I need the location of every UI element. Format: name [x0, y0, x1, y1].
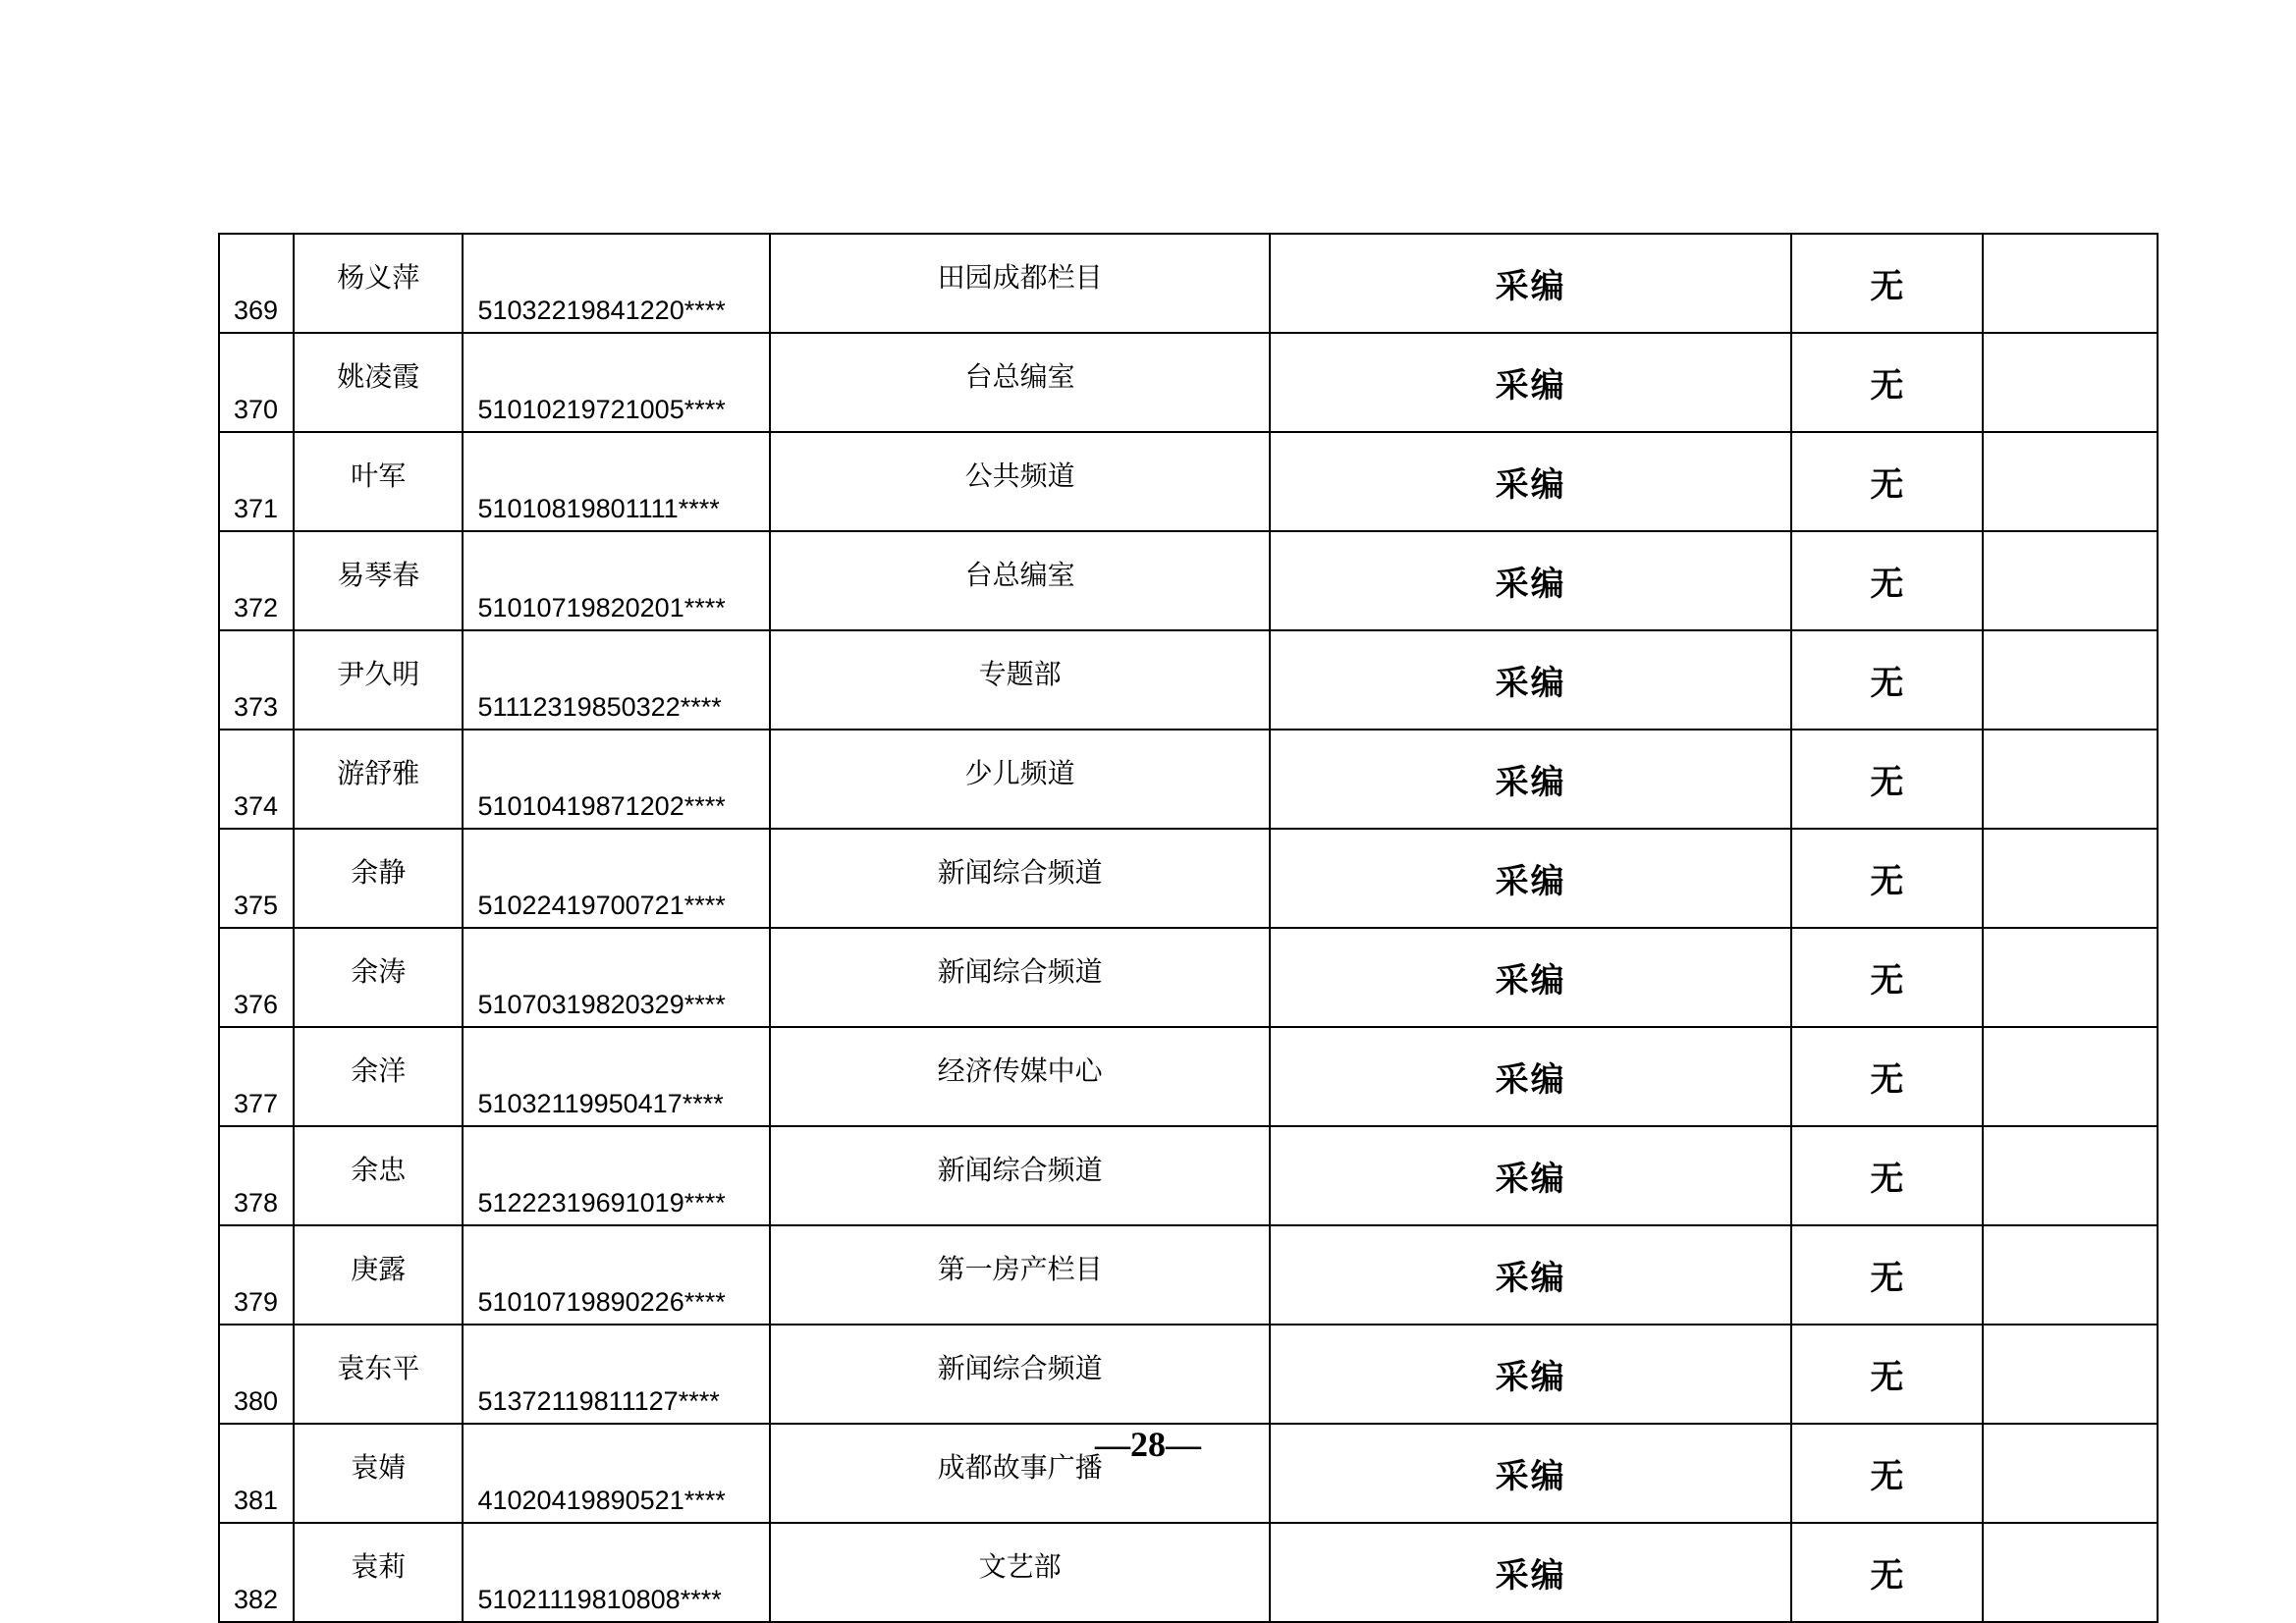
row-number-cell: 378 [219, 1126, 294, 1225]
id-number-cell: 41020419890521**** [463, 1424, 770, 1523]
id-number-cell: 51032119950417**** [463, 1027, 770, 1126]
row-number-cell: 369 [219, 234, 294, 333]
remarks-cell [1983, 630, 2158, 730]
table-row [219, 1523, 2158, 1622]
remarks-cell [1983, 730, 2158, 829]
row-number-cell: 381 [219, 1424, 294, 1523]
qualification-cell: 无 [1791, 1027, 1982, 1126]
qualification-cell: 无 [1791, 234, 1982, 333]
row-number-cell: 370 [219, 333, 294, 432]
qualification-cell: 无 [1791, 1325, 1982, 1424]
position-cell: 采编 [1270, 531, 1791, 630]
table-row [219, 928, 2158, 1027]
department-cell: 新闻综合频道 [770, 829, 1270, 928]
position-cell: 采编 [1270, 234, 1791, 333]
person-name-cell: 余洋 [294, 1027, 463, 1126]
person-name-cell: 袁婧 [294, 1424, 463, 1523]
row-number-cell: 371 [219, 432, 294, 531]
position-cell: 采编 [1270, 829, 1791, 928]
qualification-cell: 无 [1791, 1523, 1982, 1622]
id-number-cell: 51070319820329**** [463, 928, 770, 1027]
position-cell: 采编 [1270, 333, 1791, 432]
person-name-cell: 杨义萍 [294, 234, 463, 333]
row-number-cell: 372 [219, 531, 294, 630]
position-cell: 采编 [1270, 730, 1791, 829]
department-cell: 公共频道 [770, 432, 1270, 531]
remarks-cell [1983, 333, 2158, 432]
qualification-cell: 无 [1791, 829, 1982, 928]
person-name-cell: 姚凌霞 [294, 333, 463, 432]
person-name-cell: 袁东平 [294, 1325, 463, 1424]
id-number-cell: 51222319691019**** [463, 1126, 770, 1225]
position-cell: 采编 [1270, 928, 1791, 1027]
table-row [219, 1225, 2158, 1325]
person-name-cell: 尹久明 [294, 630, 463, 730]
department-cell: 专题部 [770, 630, 1270, 730]
table-row [219, 333, 2158, 432]
id-number-cell: 51032219841220**** [463, 234, 770, 333]
position-cell: 采编 [1270, 1027, 1791, 1126]
remarks-cell [1983, 531, 2158, 630]
id-number-cell: 51010219721005**** [463, 333, 770, 432]
person-name-cell: 余忠 [294, 1126, 463, 1225]
row-number-cell: 380 [219, 1325, 294, 1424]
id-number-cell: 51022419700721**** [463, 829, 770, 928]
qualification-cell: 无 [1791, 1126, 1982, 1225]
qualification-cell: 无 [1791, 730, 1982, 829]
table-row [219, 730, 2158, 829]
row-number-cell: 382 [219, 1523, 294, 1622]
department-cell: 经济传媒中心 [770, 1027, 1270, 1126]
department-cell: 台总编室 [770, 531, 1270, 630]
person-name-cell: 游舒雅 [294, 730, 463, 829]
person-name-cell: 庚露 [294, 1225, 463, 1325]
table-row [219, 1027, 2158, 1126]
remarks-cell [1983, 1027, 2158, 1126]
row-number-cell: 376 [219, 928, 294, 1027]
qualification-cell: 无 [1791, 630, 1982, 730]
person-name-cell: 易琴春 [294, 531, 463, 630]
row-number-cell: 377 [219, 1027, 294, 1126]
department-cell: 台总编室 [770, 333, 1270, 432]
id-number-cell: 51010419871202**** [463, 730, 770, 829]
remarks-cell [1983, 432, 2158, 531]
remarks-cell [1983, 928, 2158, 1027]
table-row [219, 829, 2158, 928]
qualification-cell: 无 [1791, 432, 1982, 531]
department-cell: 少儿频道 [770, 730, 1270, 829]
remarks-cell [1983, 1126, 2158, 1225]
person-name-cell: 叶军 [294, 432, 463, 531]
page-number: —28— [1095, 1425, 1201, 1464]
row-number-cell: 373 [219, 630, 294, 730]
position-cell: 采编 [1270, 432, 1791, 531]
person-name-cell: 袁莉 [294, 1523, 463, 1622]
position-cell: 采编 [1270, 1225, 1791, 1325]
row-number-cell: 379 [219, 1225, 294, 1325]
person-name-cell: 余涛 [294, 928, 463, 1027]
remarks-cell [1983, 234, 2158, 333]
table-row [219, 630, 2158, 730]
department-cell: 第一房产栏目 [770, 1225, 1270, 1325]
person-name-cell: 余静 [294, 829, 463, 928]
row-number-cell: 375 [219, 829, 294, 928]
department-cell: 新闻综合频道 [770, 928, 1270, 1027]
position-cell: 采编 [1270, 1325, 1791, 1424]
qualification-cell: 无 [1791, 928, 1982, 1027]
qualification-cell: 无 [1791, 531, 1982, 630]
id-number-cell: 51010719820201**** [463, 531, 770, 630]
remarks-cell [1983, 829, 2158, 928]
personnel-table [218, 233, 2159, 1623]
position-cell: 采编 [1270, 1523, 1791, 1622]
department-cell: 文艺部 [770, 1523, 1270, 1622]
position-cell: 采编 [1270, 630, 1791, 730]
table-row [219, 531, 2158, 630]
qualification-cell: 无 [1791, 333, 1982, 432]
remarks-cell [1983, 1325, 2158, 1424]
row-number-cell: 374 [219, 730, 294, 829]
department-cell: 新闻综合频道 [770, 1325, 1270, 1424]
table-row [219, 1325, 2158, 1424]
remarks-cell [1983, 1523, 2158, 1622]
id-number-cell: 51372119811127**** [463, 1325, 770, 1424]
id-number-cell: 51021119810808**** [463, 1523, 770, 1622]
table-body [219, 234, 2158, 1622]
position-cell: 采编 [1270, 1126, 1791, 1225]
qualification-cell: 无 [1791, 1225, 1982, 1325]
table-row [219, 432, 2158, 531]
department-cell: 新闻综合频道 [770, 1126, 1270, 1225]
id-number-cell: 51112319850322**** [463, 630, 770, 730]
id-number-cell: 51010819801111**** [463, 432, 770, 531]
department-cell: 成都故事广播 [770, 1424, 1270, 1523]
table-row [219, 1126, 2158, 1225]
qualification-cell: 无 [1791, 1424, 1982, 1523]
id-number-cell: 51010719890226**** [463, 1225, 770, 1325]
table-row [219, 234, 2158, 333]
position-cell: 采编 [1270, 1424, 1791, 1523]
remarks-cell [1983, 1225, 2158, 1325]
department-cell: 田园成都栏目 [770, 234, 1270, 333]
